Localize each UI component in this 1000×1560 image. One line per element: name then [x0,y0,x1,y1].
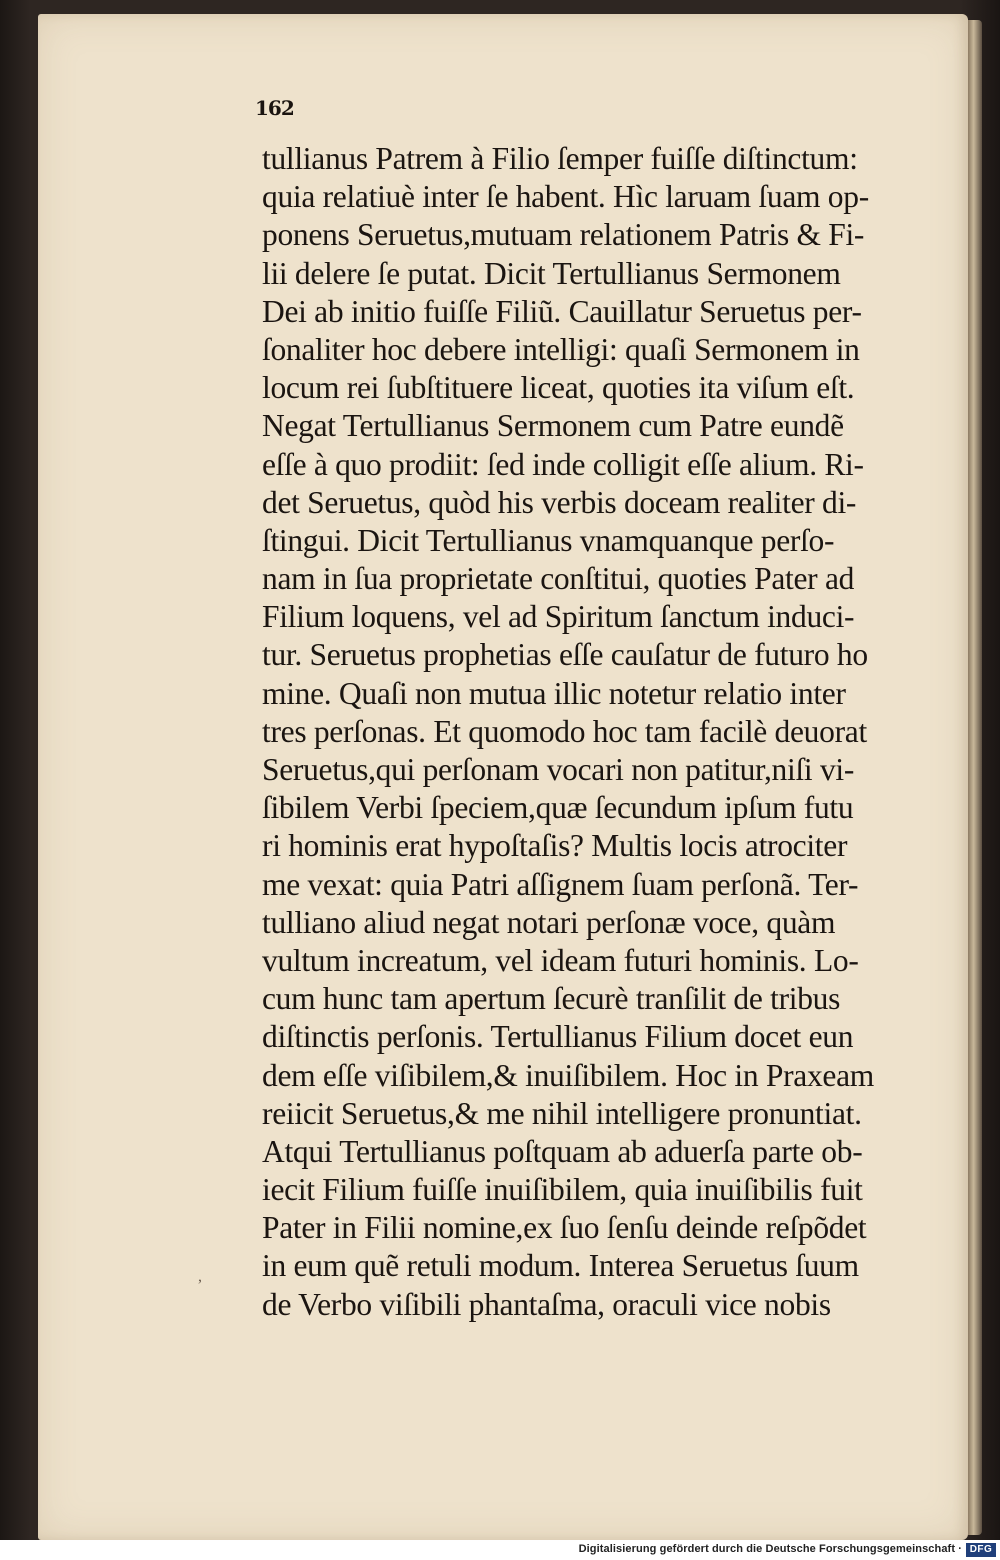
text-line: in eum quẽ retuli modum. Interea Seruetus ſuum [262,1248,859,1284]
text-line: tulliano aliud negat notari perſonæ voce, quàm [262,904,836,940]
text-line: ſibilem Verbi ſpeciem,quæ ſecundum ipſum futu [262,790,854,826]
text-line: Dei ab initio fuiſſe Filiũ. Cauillatur Seruetus per- [262,293,862,329]
text-line: tres perſonas. Et quomodo hoc tam facilè deuorat [262,713,867,749]
dfg-logo: DFG [966,1543,996,1557]
text-line: ponens Seruetus,mutuam relationem Patris & Fi- [262,217,865,253]
text-line: ſtingui. Dicit Tertullianus vnamquanque perſo- [262,522,835,558]
text-line: nam in ſua proprietate conſtitui, quoties Pater ad [262,561,855,597]
text-line: eſſe à quo prodiit: ſed inde colligit eſſe alium. Ri- [262,446,864,482]
digitization-credit: Digitalisierung gefördert durch die Deutsche Forschungsgemeinschaft · [578,1543,962,1555]
text-line: me vexat: quia Patri aſſignem ſuam perſonã. Ter- [262,866,859,902]
text-line: dem eſſe viſibilem,& inuiſibilem. Hoc in Praxeam [262,1057,874,1093]
text-line: diſtinctis perſonis. Tertullianus Filium docet eun [262,1019,854,1055]
text-line: quia relatiuè inter ſe habent. Hìc laruam ſuam op- [262,179,869,215]
text-line: Negat Tertullianus Sermonem cum Patre eundẽ [262,408,844,444]
text-line: tullianus Patrem à Filio ſemper fuiſſe diſtinctum: [262,141,858,176]
text-line: vultum increatum, vel ideam futuri hominis. Lo- [262,942,859,978]
margin-mark: , [198,1268,202,1285]
text-line: tur. Seruetus prophetias eſſe cauſatur de futuro ho [262,637,868,673]
text-line: locum rei ſubſtituere liceat, quoties ita viſum eſt. [262,370,855,406]
text-line: mine. Quaſi non mutua illic notetur relatio inter [262,675,846,711]
page-number: 162 [255,96,294,120]
text-line: Atqui Tertullianus poſtquam ab aduerſa parte ob- [262,1133,863,1169]
text-line: Filium loquens, vel ad Spiritum ſanctum induci- [262,599,855,635]
text-line: reiicit Seruetus,& me nihil intelligere pronuntiat. [262,1095,862,1131]
text-line: Seruetus,qui perſonam vocari non patitur,niſi vi- [262,752,855,787]
page-fore-edge [968,20,982,1535]
text-line: cum hunc tam apertum ſecurè tranſilit de tribus [262,981,841,1017]
text-line: de Verbo viſibili phantaſma, oraculi vice nobis [262,1286,831,1322]
text-line: ſonaliter hoc debere intelligi: quaſi Sermonem in [262,331,860,367]
text-line: Pater in Filii nomine,ex ſuo ſenſu deinde reſpõdet [262,1210,867,1246]
text-line: lii delere ſe putat. Dicit Tertullianus Sermonem [262,255,841,291]
text-line: ri hominis erat hypoſtaſis? Multis locis atrociter [262,828,848,864]
text-line: det Seruetus, quòd his verbis doceam realiter di- [262,484,857,520]
body-text [262,140,952,1324]
text-line: iecit Filium fuiſſe inuiſibilem, quia inuiſibilis fuit [262,1172,863,1208]
